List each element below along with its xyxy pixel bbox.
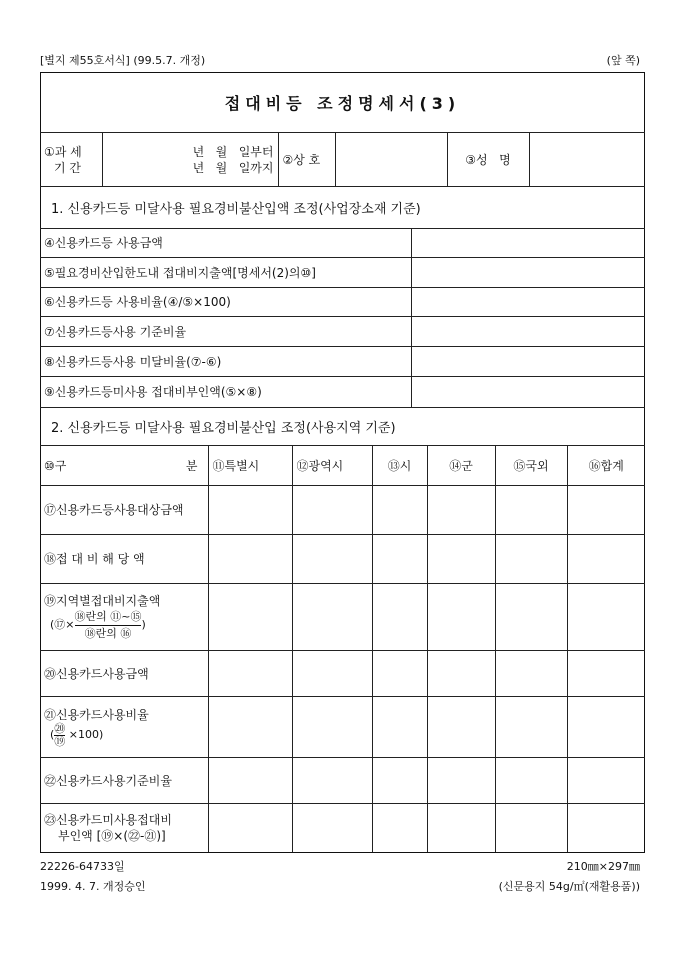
value-cell[interactable] — [567, 697, 645, 758]
section2-title: 2. 신용카드등 미달사용 필요경비불산입 조정(사용지역 기준) — [41, 408, 644, 446]
s1-row-label: ⑧신용카드등사용 미달비율(⑦-⑥) — [40, 347, 411, 377]
value-cell[interactable] — [567, 535, 645, 584]
row-label: ㉒신용카드사용기준비율 — [40, 758, 208, 804]
approval-date: 1999. 4. 7. 개정승인 — [40, 880, 146, 893]
value-cell[interactable] — [427, 535, 495, 584]
s1-row-label: ⑦신용카드등사용 기준비율 — [40, 317, 411, 347]
value-cell[interactable] — [495, 486, 567, 535]
page-side: (앞 쪽) — [606, 54, 640, 67]
s1-row-label: ⑥신용카드등 사용비율(④/⑤×100) — [40, 288, 411, 317]
company-field[interactable] — [335, 133, 447, 187]
row-label: ⑲지역별접대비지출액 (⑰× ⑱란의 ⑪~⑮ ⑱란의 ⑯ ) — [40, 584, 208, 651]
value-cell[interactable] — [292, 697, 372, 758]
row-label: ㉑신용카드사용비율 ( ⑳ ⑲ ×100) — [40, 697, 208, 758]
info-table — [40, 132, 645, 187]
value-cell[interactable] — [372, 804, 427, 852]
value-cell[interactable] — [292, 486, 372, 535]
value-cell[interactable] — [372, 697, 427, 758]
value-cell[interactable] — [495, 697, 567, 758]
s1-row-value[interactable] — [411, 258, 645, 288]
value-cell[interactable] — [567, 584, 645, 651]
value-cell[interactable] — [372, 758, 427, 804]
value-cell[interactable] — [372, 535, 427, 584]
value-cell[interactable] — [208, 697, 292, 758]
value-cell[interactable] — [495, 651, 567, 697]
name-label: ③성 명 — [447, 133, 529, 187]
value-cell[interactable] — [208, 651, 292, 697]
form-number: [별지 제55호서식] (99.5.7. 개정) — [40, 54, 206, 67]
header-category: ⑩구 분 — [40, 446, 208, 486]
s1-row-value[interactable] — [411, 288, 645, 317]
section1-title: 1. 신용카드등 미달사용 필요경비불산입액 조정(사업장소재 기준) — [41, 187, 644, 229]
s1-row-value[interactable] — [411, 229, 645, 258]
form-title: 접대비등 조정명세서(3) — [41, 73, 644, 133]
form-code: 22226-64733일 — [40, 860, 125, 873]
paper-size: 210㎜×297㎜ — [566, 860, 640, 873]
value-cell[interactable] — [292, 804, 372, 852]
company-label: ②상 호 — [278, 133, 335, 187]
row-label: ⑰신용카드등사용대상금액 — [40, 486, 208, 535]
value-cell[interactable] — [427, 486, 495, 535]
period-label: ①과 세 기 간 — [40, 133, 102, 187]
value-cell[interactable] — [567, 651, 645, 697]
value-cell[interactable] — [208, 584, 292, 651]
col-special-city: ⑪특별시 — [208, 446, 292, 486]
value-cell[interactable] — [567, 758, 645, 804]
value-cell[interactable] — [372, 651, 427, 697]
value-cell[interactable] — [208, 535, 292, 584]
paper-type: (신문용지 54g/㎡(재활용품)) — [498, 880, 640, 893]
row-label: ㉓신용카드미사용접대비 부인액 [⑲×(㉒-㉑)] — [40, 804, 208, 852]
row-label: ⑱접 대 비 해 당 액 — [40, 535, 208, 584]
section1-table — [40, 228, 645, 408]
value-cell[interactable] — [427, 651, 495, 697]
value-cell[interactable] — [292, 758, 372, 804]
s1-row-label: ④신용카드등 사용금액 — [40, 229, 411, 258]
value-cell[interactable] — [495, 584, 567, 651]
col-county: ⑭군 — [427, 446, 495, 486]
value-cell[interactable] — [372, 584, 427, 651]
value-cell[interactable] — [567, 804, 645, 852]
value-cell[interactable] — [292, 651, 372, 697]
col-metro-city: ⑫광역시 — [292, 446, 372, 486]
value-cell[interactable] — [292, 584, 372, 651]
value-cell[interactable] — [208, 758, 292, 804]
s1-row-value[interactable] — [411, 317, 645, 347]
form — [40, 72, 645, 853]
row-label: ⑳신용카드사용금액 — [40, 651, 208, 697]
name-field[interactable] — [529, 133, 645, 187]
s1-row-label: ⑤필요경비산입한도내 접대비지출액[명세서(2)의⑩] — [40, 258, 411, 288]
value-cell[interactable] — [567, 486, 645, 535]
col-overseas: ⑮국외 — [495, 446, 567, 486]
value-cell[interactable] — [495, 535, 567, 584]
value-cell[interactable] — [427, 697, 495, 758]
col-total: ⑯합계 — [567, 446, 645, 486]
value-cell[interactable] — [495, 804, 567, 852]
value-cell[interactable] — [495, 758, 567, 804]
s1-row-value[interactable] — [411, 377, 645, 408]
value-cell[interactable] — [208, 804, 292, 852]
value-cell[interactable] — [427, 804, 495, 852]
section2-table — [40, 445, 645, 852]
value-cell[interactable] — [427, 758, 495, 804]
value-cell[interactable] — [292, 535, 372, 584]
period-field[interactable]: 년 월 일부터 년 월 일까지 — [102, 133, 278, 187]
value-cell[interactable] — [372, 486, 427, 535]
value-cell[interactable] — [427, 584, 495, 651]
value-cell[interactable] — [208, 486, 292, 535]
s1-row-value[interactable] — [411, 347, 645, 377]
col-city: ⑬시 — [372, 446, 427, 486]
s1-row-label: ⑨신용카드등미사용 접대비부인액(⑤×⑧) — [40, 377, 411, 408]
